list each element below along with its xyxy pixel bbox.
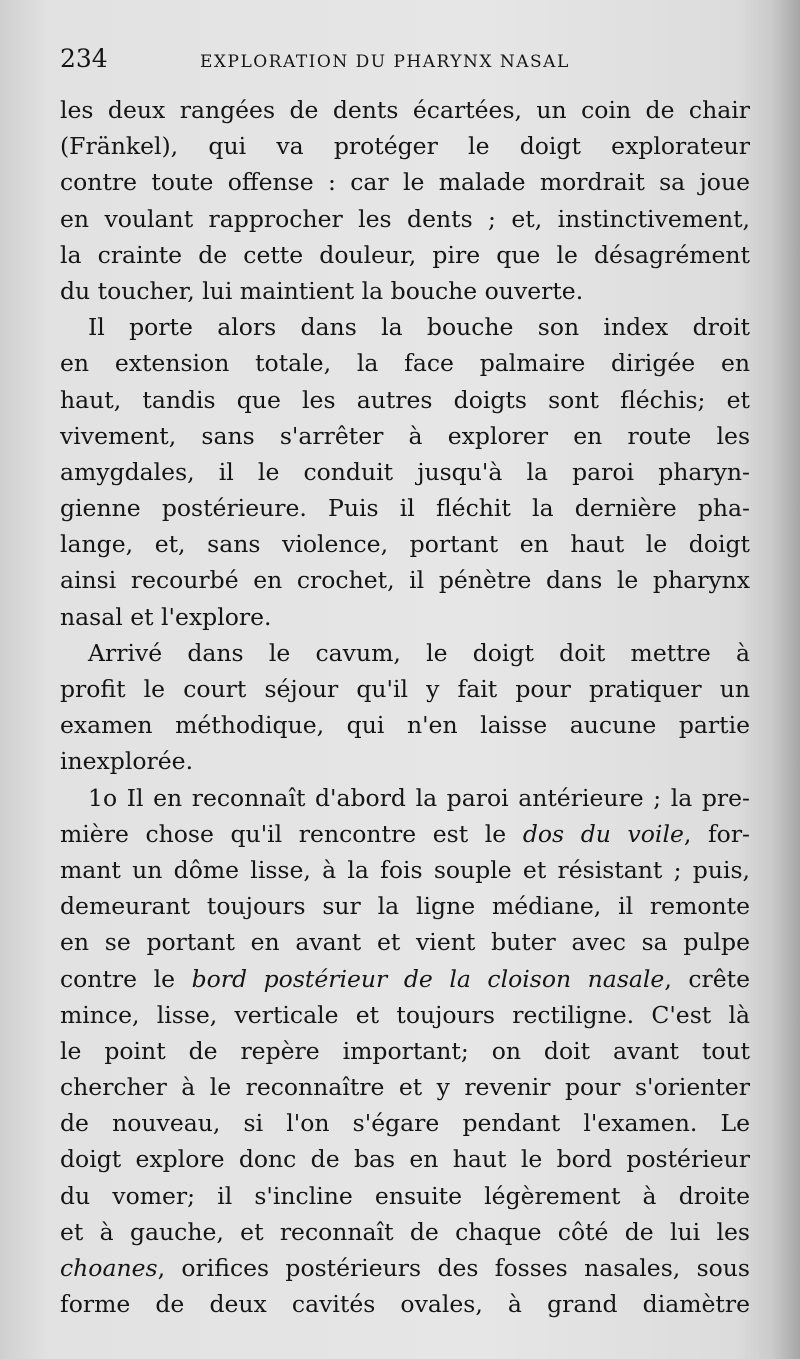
text-segment: nasal et l'explore.	[60, 602, 272, 631]
text-segment: Il porte alors dans la bouche son index droit	[88, 313, 750, 342]
text-segment: doigt explore donc de bas en haut le bord postérieur	[60, 1145, 750, 1174]
text-segment: de nouveau, si l'on s'égare pendant l'examen. Le	[60, 1109, 750, 1138]
text-line	[60, 671, 750, 707]
page-number: 234	[60, 44, 108, 73]
text-line	[60, 599, 750, 635]
text-line	[60, 924, 750, 960]
text-segment: demeurant toujours sur la ligne médiane, il remonte	[60, 892, 750, 921]
text-segment: la crainte de cette douleur, pire que le désagrément	[60, 240, 750, 269]
text-line	[60, 780, 750, 816]
text-line	[60, 635, 750, 671]
text-segment: ainsi recourbé en crochet, il pénètre dans le pharynx	[60, 566, 750, 595]
text-line	[60, 418, 750, 454]
text-line	[60, 164, 750, 200]
text-segment: chercher à le reconnaître et y revenir pour s'orienter	[60, 1073, 750, 1102]
text-line	[60, 997, 750, 1033]
text-line	[60, 128, 750, 164]
running-title: EXPLORATION DU PHARYNX NASAL	[200, 52, 570, 72]
text-line	[60, 961, 750, 997]
text-line	[60, 382, 750, 418]
text-segment: Arrivé dans le cavum, le doigt doit mettre à	[88, 638, 750, 667]
text-segment: 1o Il en reconnaît d'abord la paroi antérieure ; la pre-	[88, 783, 750, 812]
text-line	[60, 1250, 750, 1286]
text-segment: inexplorée.	[60, 747, 194, 776]
text-line	[60, 1141, 750, 1177]
text-segment: en se portant en avant et vient buter avec sa pulpe	[60, 928, 750, 957]
text-line	[60, 1105, 750, 1141]
text-line	[60, 1069, 750, 1105]
text-line	[60, 743, 750, 779]
italic-term: choanes	[60, 1254, 158, 1282]
text-segment: profit le court séjour qu'il y fait pour pratiquer un	[60, 675, 750, 703]
text-line	[60, 562, 750, 598]
text-segment: en extension totale, la face palmaire dirigée en	[60, 349, 750, 378]
text-segment: contre le	[60, 964, 192, 993]
text-segment: en voulant rapprocher les dents ; et, instinctivement,	[60, 204, 750, 233]
italic-term: bord postérieur de la cloison nasale	[191, 964, 665, 993]
running-head	[60, 44, 750, 74]
text-line	[60, 707, 750, 743]
text-line	[60, 454, 750, 490]
text-segment: , for-	[683, 819, 750, 848]
text-line	[60, 1178, 750, 1214]
text-line	[60, 92, 750, 128]
text-line	[60, 852, 750, 888]
text-line	[60, 1033, 750, 1069]
text-line	[60, 816, 750, 852]
text-segment: et à gauche, et reconnaît de chaque côté de lui les	[60, 1217, 750, 1246]
text-segment: vivement, sans s'arrêter à explorer en route les	[60, 421, 750, 450]
text-line	[60, 273, 750, 309]
body-text	[60, 92, 750, 1322]
text-segment: (Fränkel), qui va protéger le doigt explorateur	[60, 132, 750, 161]
text-segment: du vomer; il s'incline ensuite légèrement à droite	[60, 1181, 750, 1210]
text-segment: gienne postérieure. Puis il fléchit la dernière pha-	[60, 494, 750, 523]
text-segment: forme de deux cavités ovales, à grand diamètre	[60, 1290, 750, 1319]
text-segment: , orifices postérieurs des fosses nasales, sous	[157, 1254, 750, 1282]
italic-term: dos du voile	[522, 819, 684, 848]
text-line	[60, 1286, 750, 1322]
text-line	[60, 201, 750, 237]
text-segment: du toucher, lui maintient la bouche ouverte.	[60, 276, 584, 305]
text-segment: mière chose qu'il rencontre est le	[60, 819, 523, 848]
text-segment: amygdales, il le conduit jusqu'à la paroi pharyn-	[60, 457, 750, 486]
text-segment: haut, tandis que les autres doigts sont fléchis; et	[60, 385, 750, 414]
text-line	[60, 237, 750, 273]
text-line	[60, 1214, 750, 1250]
text-line	[60, 490, 750, 526]
text-line	[60, 526, 750, 562]
text-line	[60, 345, 750, 381]
text-line	[60, 309, 750, 345]
text-segment: les deux rangées de dents écartées, un coin de chair	[60, 96, 750, 124]
text-segment: examen méthodique, qui n'en laisse aucune partie	[60, 711, 750, 740]
text-line	[60, 888, 750, 924]
text-segment: mince, lisse, verticale et toujours rectiligne. C'est là	[60, 1000, 750, 1029]
text-segment: , crête	[664, 964, 750, 993]
text-segment: contre toute offense : car le malade mordrait sa joue	[60, 168, 750, 197]
text-segment: mant un dôme lisse, à la fois souple et résistant ; puis,	[60, 855, 750, 884]
text-segment: lange, et, sans violence, portant en haut le doigt	[60, 530, 750, 559]
text-segment: le point de repère important; on doit avant tout	[60, 1036, 750, 1065]
